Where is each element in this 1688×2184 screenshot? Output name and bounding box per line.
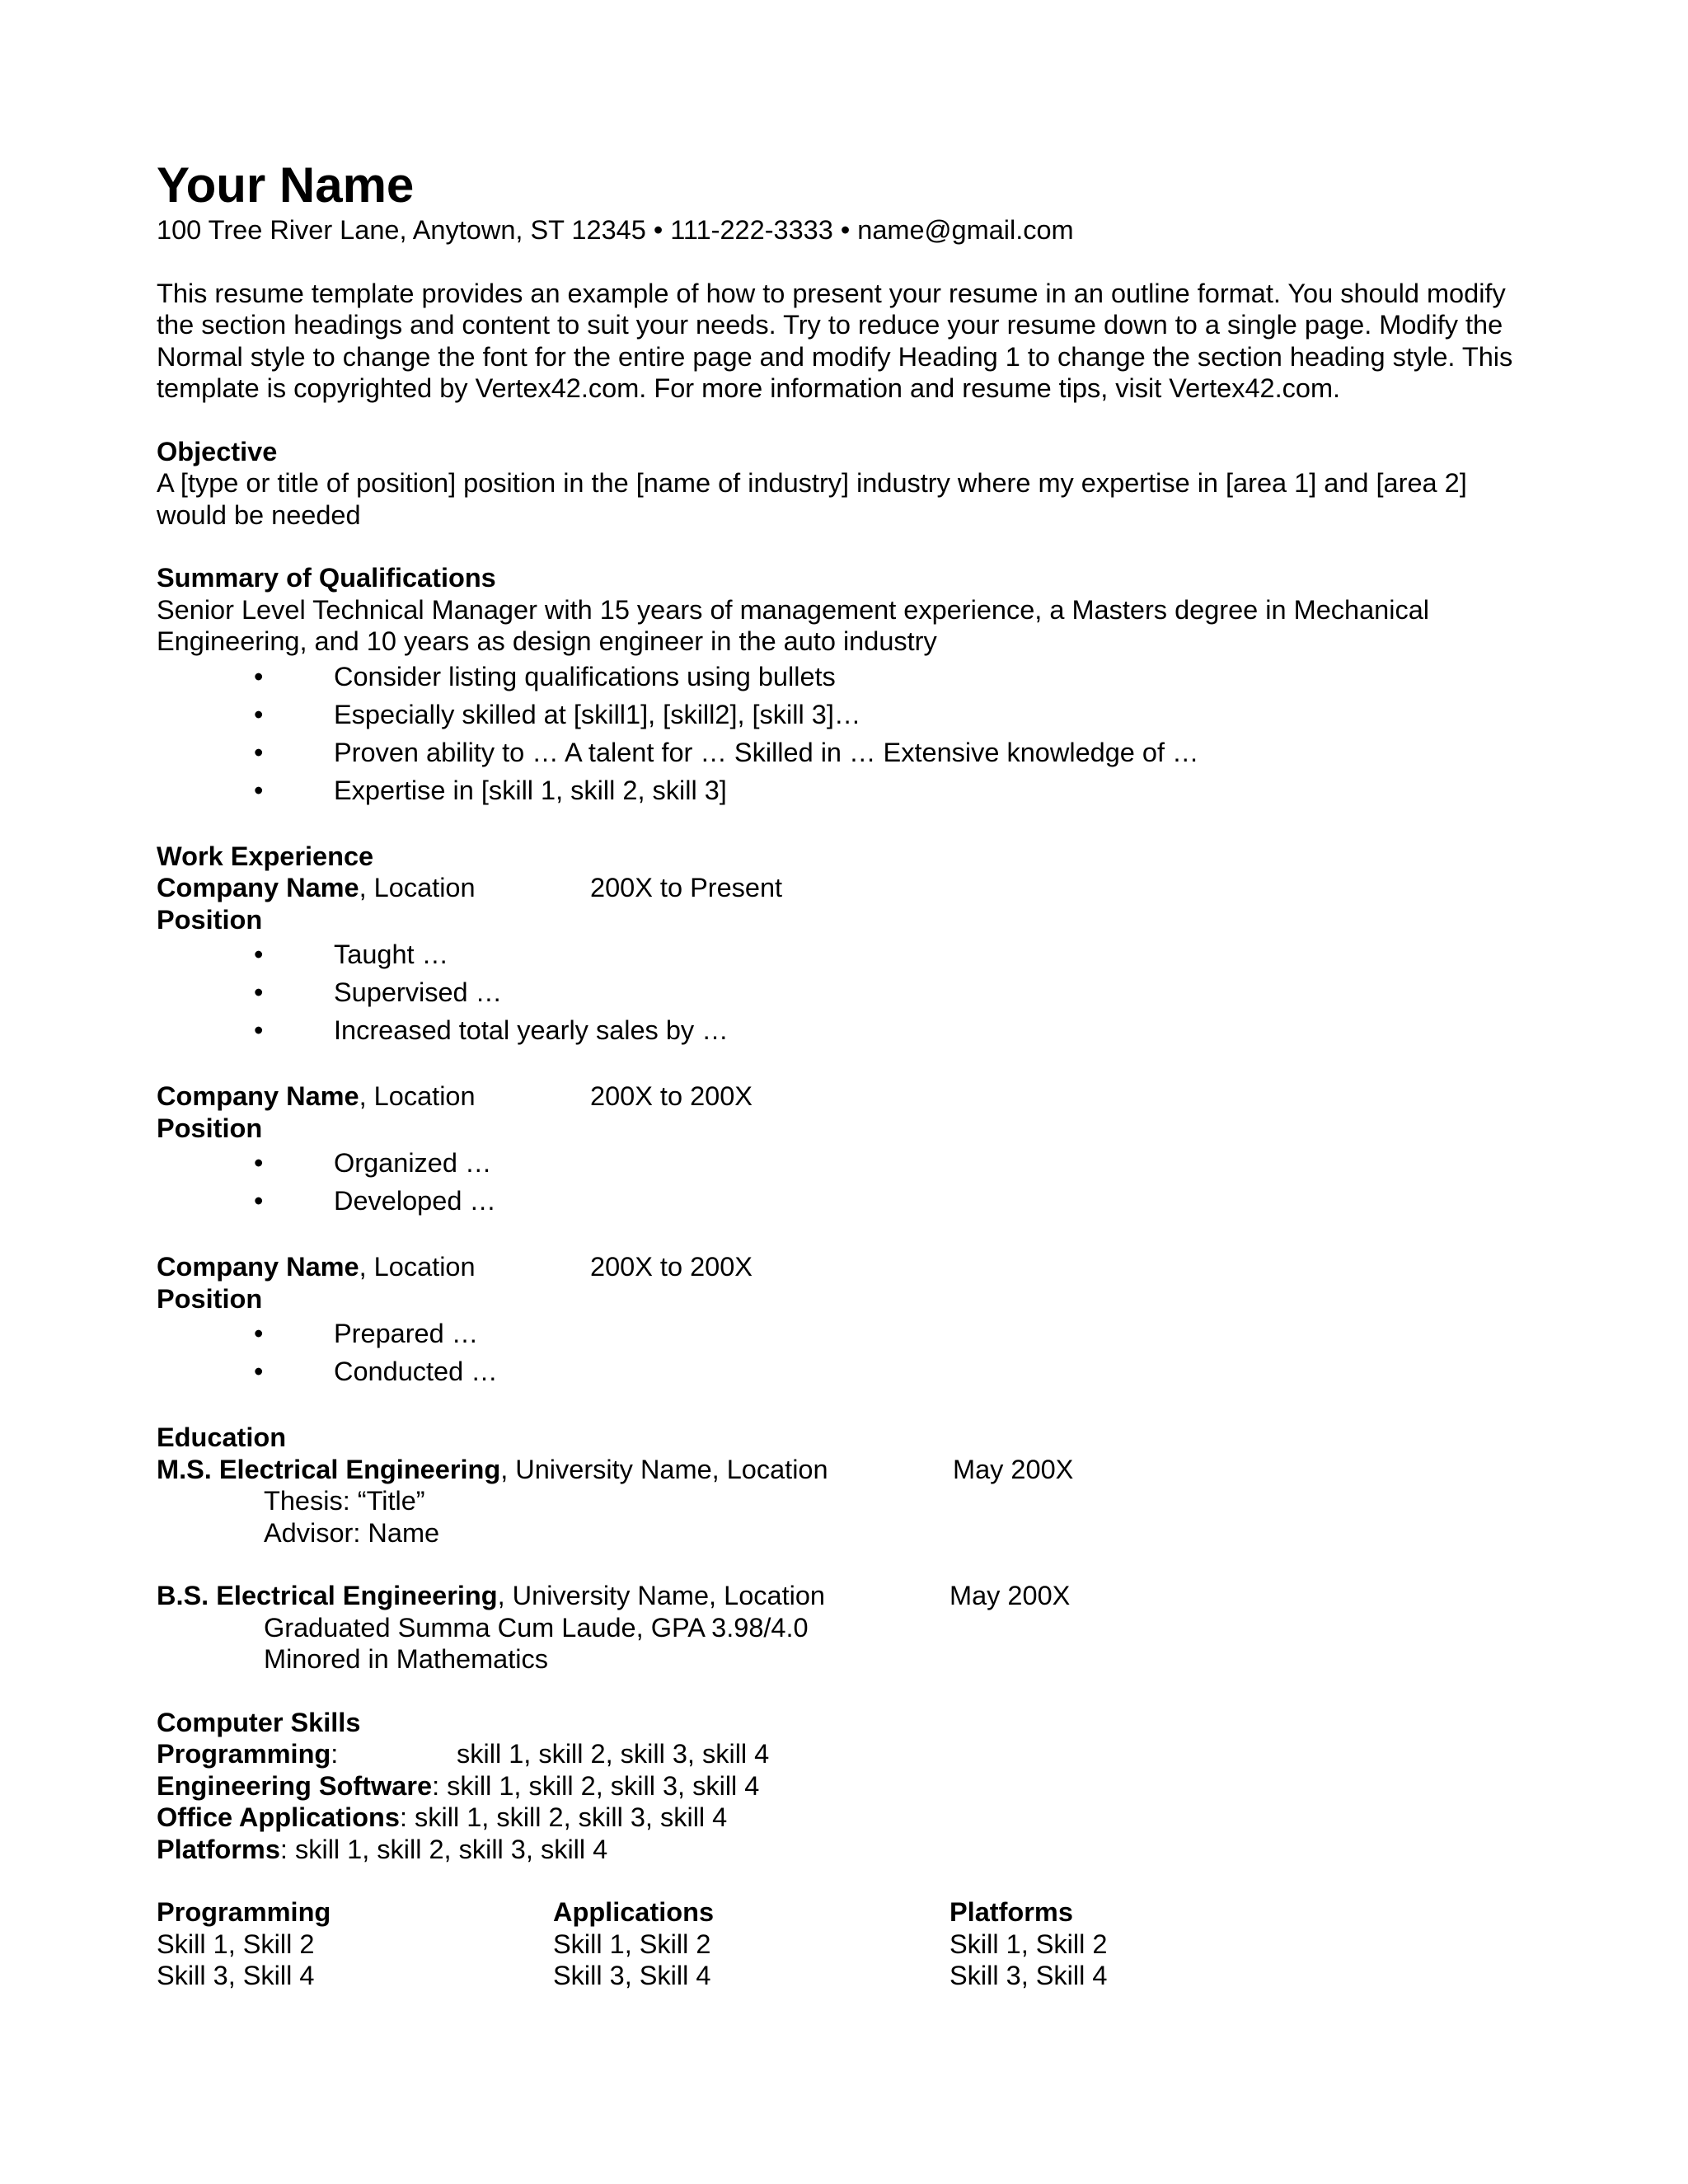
- company-name: Company Name: [157, 873, 359, 902]
- bullet-text: Consider listing qualifications using bullets: [334, 661, 836, 691]
- skill-values: skill 1, skill 2, skill 3, skill 4: [457, 1739, 770, 1769]
- bullet-icon: •: [254, 661, 264, 691]
- job-bullet-list: [157, 935, 1525, 1049]
- degree-name: B.S. Electrical Engineering: [157, 1581, 498, 1610]
- job-position: Position: [157, 1113, 263, 1143]
- skill-separator: :: [279, 1834, 295, 1864]
- summary-bullet-list: [157, 658, 1525, 809]
- job-entry: [157, 1251, 1525, 1390]
- bullet-icon: •: [254, 940, 264, 969]
- list-item: [157, 658, 1525, 696]
- bullet-icon: •: [254, 1148, 264, 1178]
- bullet-icon: •: [254, 699, 264, 729]
- skill-row-platforms: [157, 1834, 1525, 1866]
- job-dates: 200X to 200X: [590, 1252, 753, 1282]
- company-location: , Location: [359, 1081, 476, 1111]
- skill-row-programming: [157, 1738, 1525, 1770]
- job-entry: [157, 1080, 1525, 1220]
- bullet-text: Conducted …: [334, 1357, 498, 1386]
- list-item: [157, 1315, 1525, 1352]
- resume-page: [157, 157, 1525, 1992]
- company-location: , Location: [359, 1252, 476, 1282]
- job-bullet-list: [157, 1315, 1525, 1390]
- skill-column-programming: [157, 1896, 331, 1992]
- computer-skills-section: [157, 1707, 1525, 1993]
- list-item: [157, 1011, 1525, 1049]
- job-header: [157, 1251, 1525, 1283]
- bullet-icon: •: [254, 1015, 264, 1045]
- degree-date: May 200X: [950, 1581, 1071, 1610]
- degree-detail: Minored in Mathematics: [264, 1644, 548, 1674]
- column-heading: Applications: [553, 1897, 715, 1927]
- job-position: Position: [157, 1283, 263, 1314]
- objective-section: [157, 436, 1525, 532]
- list-item: [157, 973, 1525, 1011]
- section-heading-education: Education: [157, 1422, 287, 1452]
- bullet-icon: •: [254, 1357, 264, 1386]
- degree-entry: [157, 1580, 1525, 1675]
- bullet-text: Increased total yearly sales by …: [334, 1015, 729, 1045]
- skill-columns: [157, 1896, 1525, 1992]
- degree-school: , University Name, Location: [500, 1454, 828, 1484]
- column-line: Skill 1, Skill 2: [553, 1929, 711, 1959]
- degree-entry: [157, 1454, 1525, 1549]
- bullet-text: Proven ability to … A talent for … Skilled in … Extensive knowledge of …: [334, 737, 1199, 767]
- list-item: [157, 1182, 1525, 1220]
- skill-separator: :: [399, 1802, 415, 1832]
- summary-section: [157, 562, 1525, 809]
- bullet-icon: •: [254, 1186, 264, 1216]
- bullet-icon: •: [254, 977, 264, 1007]
- skill-values: skill 1, skill 2, skill 3, skill 4: [447, 1770, 760, 1801]
- job-header: [157, 872, 1525, 904]
- skill-values: skill 1, skill 2, skill 3, skill 4: [415, 1802, 728, 1832]
- company-name: Company Name: [157, 1252, 359, 1282]
- bullet-text: Supervised …: [334, 977, 503, 1007]
- job-bullet-list: [157, 1144, 1525, 1220]
- list-item: [157, 771, 1525, 809]
- degree-detail: Advisor: Name: [264, 1517, 440, 1548]
- degree-name: M.S. Electrical Engineering: [157, 1454, 501, 1484]
- column-line: Skill 1, Skill 2: [950, 1929, 1108, 1959]
- degree-detail: Graduated Summa Cum Laude, GPA 3.98/4.0: [264, 1612, 809, 1643]
- company-name: Company Name: [157, 1081, 359, 1111]
- column-line: Skill 3, Skill 4: [950, 1961, 1108, 1990]
- skill-label: Office Applications: [157, 1802, 400, 1832]
- company-location: , Location: [359, 873, 476, 902]
- column-heading: Platforms: [950, 1897, 1073, 1927]
- job-position: Position: [157, 904, 263, 935]
- skill-row-office-applications: [157, 1802, 1525, 1834]
- bullet-text: Organized …: [334, 1148, 492, 1178]
- degree-detail: Thesis: “Title”: [264, 1486, 425, 1516]
- objective-text: A [type or title of position] position in the [name of industry] industry where my expertise in [area 1] and [area 2] would be needed: [157, 468, 1467, 530]
- bullet-text: Prepared …: [334, 1319, 479, 1348]
- job-entry: [157, 872, 1525, 1049]
- section-heading-objective: Objective: [157, 436, 278, 466]
- intro-paragraph: This resume template provides an example of how to present your resume in an outline format. You should modify the section headings and content to suit your needs. Try to reduce your resume down to a single page. Modify the Normal style to change the font for the entire page and modify Heading 1 to change the section heading style. This template is copyrighted by Vertex42.com. For more information and resume tips, visit Vertex42.com.: [157, 278, 1513, 403]
- degree-school: , University Name, Location: [497, 1581, 825, 1610]
- summary-text: Senior Level Technical Manager with 15 years of management experience, a Masters degree in Mechanical Engineering, and 10 years as design engineer in the auto industry: [157, 594, 1430, 656]
- skill-separator: :: [331, 1739, 339, 1769]
- bullet-icon: •: [254, 1319, 264, 1348]
- column-line: Skill 3, Skill 4: [157, 1961, 315, 1990]
- degree-date: May 200X: [953, 1454, 1074, 1484]
- skill-label: Platforms: [157, 1834, 280, 1864]
- skill-label: Programming: [157, 1739, 331, 1769]
- section-heading-work: Work Experience: [157, 841, 374, 871]
- column-line: Skill 1, Skill 2: [157, 1929, 315, 1959]
- contact-line: 100 Tree River Lane, Anytown, ST 12345 • 111-222-3333 • name@gmail.com: [157, 215, 1074, 245]
- candidate-name: Your Name: [157, 157, 415, 213]
- list-item: [157, 1352, 1525, 1390]
- work-section: [157, 841, 1525, 1391]
- bullet-text: Expertise in [skill 1, skill 2, skill 3]: [334, 775, 727, 805]
- list-item: [157, 935, 1525, 973]
- list-item: [157, 696, 1525, 733]
- skill-label: Engineering Software: [157, 1770, 433, 1801]
- bullet-text: Taught …: [334, 940, 449, 969]
- skill-separator: :: [432, 1770, 448, 1801]
- column-heading: Programming: [157, 1897, 331, 1927]
- job-dates: 200X to 200X: [590, 1081, 753, 1111]
- list-item: [157, 1144, 1525, 1182]
- list-item: [157, 733, 1525, 771]
- skill-column-platforms: [950, 1896, 1107, 1992]
- job-dates: 200X to Present: [590, 873, 783, 902]
- column-line: Skill 3, Skill 4: [553, 1961, 711, 1990]
- skill-row-engineering-software: [157, 1770, 1525, 1802]
- bullet-icon: •: [254, 775, 264, 805]
- degree-header: [157, 1454, 1525, 1486]
- bullet-text: Especially skilled at [skill1], [skill2], [skill 3]…: [334, 699, 861, 729]
- degree-header: [157, 1580, 1525, 1612]
- bullet-text: Developed …: [334, 1186, 496, 1216]
- education-section: [157, 1422, 1525, 1675]
- section-heading-summary: Summary of Qualifications: [157, 563, 496, 593]
- skill-values: skill 1, skill 2, skill 3, skill 4: [294, 1834, 608, 1864]
- job-header: [157, 1080, 1525, 1113]
- bullet-icon: •: [254, 737, 264, 767]
- skill-column-applications: [553, 1896, 714, 1992]
- section-heading-computer-skills: Computer Skills: [157, 1707, 361, 1737]
